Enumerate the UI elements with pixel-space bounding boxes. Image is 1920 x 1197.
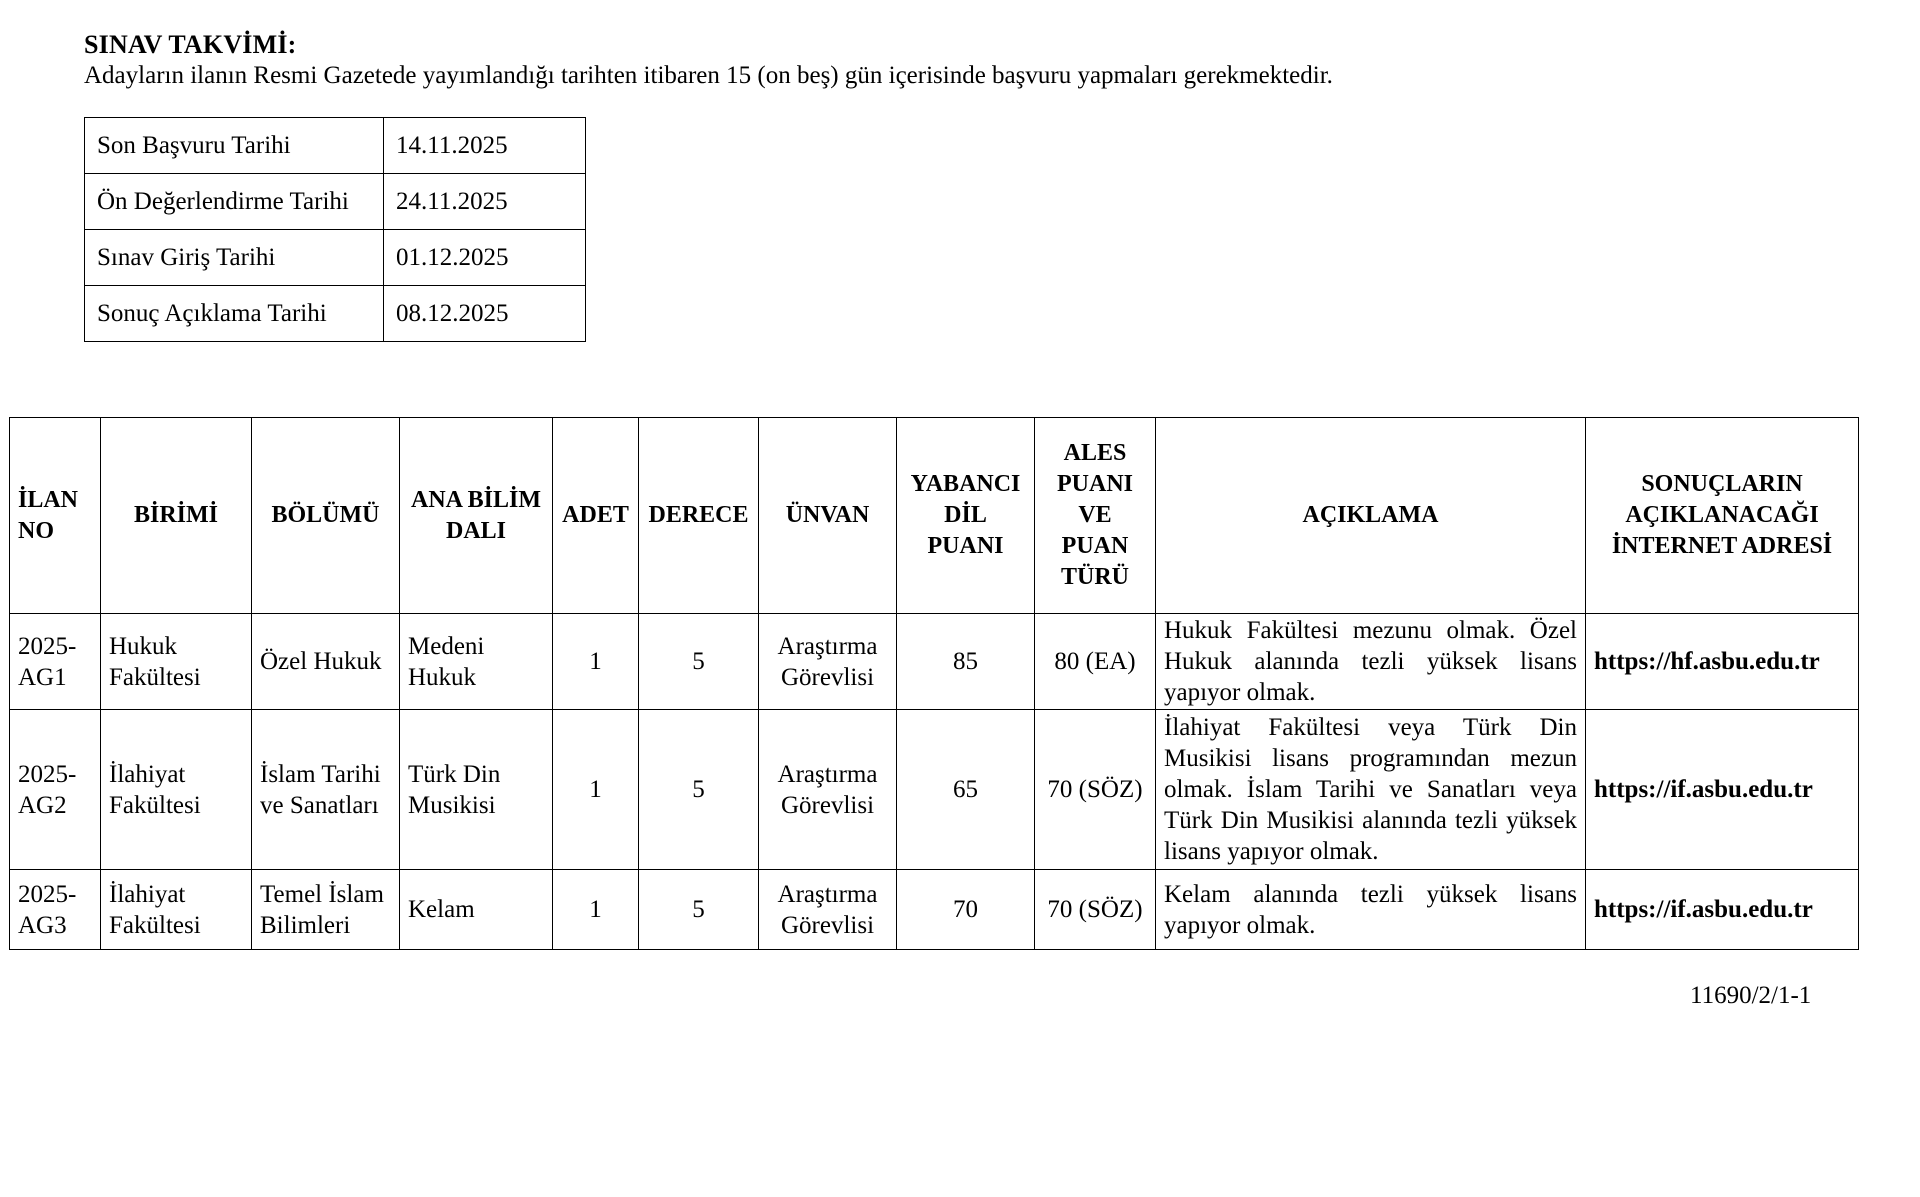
cell-ana-bilim-dali: Medeni Hukuk <box>400 614 553 710</box>
header-adet: ADET <box>553 418 639 614</box>
header-ilan-no: İLAN NO <box>10 418 101 614</box>
schedule-date: 01.12.2025 <box>384 230 586 286</box>
cell-yabanci-dil: 65 <box>897 710 1035 870</box>
cell-ilan-no: 2025-AG1 <box>10 614 101 710</box>
cell-ana-bilim-dali: Türk Din Musikisi <box>400 710 553 870</box>
cell-ales: 70 (SÖZ) <box>1035 710 1156 870</box>
cell-aciklama: Hukuk Fakültesi mezunu olmak. Özel Hukuk alanında tezli yüksek lisans yapıyor olmak. <box>1156 614 1586 710</box>
cell-bolumu: Özel Hukuk <box>252 614 400 710</box>
table-row <box>10 710 1859 870</box>
cell-ales: 80 (EA) <box>1035 614 1156 710</box>
page-title: SINAV TAKVİMİ: <box>84 30 297 59</box>
cell-derece: 5 <box>639 870 759 950</box>
cell-yabanci-dil: 70 <box>897 870 1035 950</box>
cell-birimi: Hukuk Fakültesi <box>101 614 252 710</box>
cell-derece: 5 <box>639 614 759 710</box>
schedule-label: Ön Değerlendirme Tarihi <box>85 174 384 230</box>
cell-url-link[interactable]: https://if.asbu.edu.tr <box>1586 870 1859 950</box>
header-unvan: ÜNVAN <box>759 418 897 614</box>
schedule-row <box>85 118 586 174</box>
header-ana-bilim-dali: ANA BİLİM DALI <box>400 418 553 614</box>
cell-unvan: Araştırma Görevlisi <box>759 870 897 950</box>
table-header-row <box>10 418 1859 614</box>
header-birimi: BİRİMİ <box>101 418 252 614</box>
header-derece: DERECE <box>639 418 759 614</box>
cell-adet: 1 <box>553 710 639 870</box>
schedule-date: 24.11.2025 <box>384 174 586 230</box>
cell-bolumu: İslam Tarihi ve Sanatları <box>252 710 400 870</box>
schedule-table <box>84 117 586 342</box>
header-bolumu: BÖLÜMÜ <box>252 418 400 614</box>
table-row <box>10 614 1859 710</box>
cell-ana-bilim-dali: Kelam <box>400 870 553 950</box>
intro-text: Adayların ilanın Resmi Gazetede yayımlandığı tarihten itibaren 15 (on beş) gün içerisinde başvuru yapmaları gerekmektedir. <box>84 62 1333 89</box>
cell-ilan-no: 2025-AG2 <box>10 710 101 870</box>
schedule-row <box>85 230 586 286</box>
header-yabanci-dil: YABANCI DİL PUANI <box>897 418 1035 614</box>
page-code: 11690/2/1-1 <box>1690 982 1812 1009</box>
cell-yabanci-dil: 85 <box>897 614 1035 710</box>
schedule-date: 08.12.2025 <box>384 286 586 342</box>
cell-adet: 1 <box>553 614 639 710</box>
header-ales: ALES PUANI VE PUAN TÜRÜ <box>1035 418 1156 614</box>
cell-url-link[interactable]: https://if.asbu.edu.tr <box>1586 710 1859 870</box>
cell-birimi: İlahiyat Fakültesi <box>101 870 252 950</box>
cell-unvan: Araştırma Görevlisi <box>759 710 897 870</box>
schedule-label: Sonuç Açıklama Tarihi <box>85 286 384 342</box>
cell-ilan-no: 2025-AG3 <box>10 870 101 950</box>
table-row <box>10 870 1859 950</box>
cell-bolumu: Temel İslam Bilimleri <box>252 870 400 950</box>
header-aciklama: AÇIKLAMA <box>1156 418 1586 614</box>
cell-adet: 1 <box>553 870 639 950</box>
cell-birimi: İlahiyat Fakültesi <box>101 710 252 870</box>
schedule-label: Sınav Giriş Tarihi <box>85 230 384 286</box>
cell-derece: 5 <box>639 710 759 870</box>
positions-table <box>9 417 1859 950</box>
cell-url-link[interactable]: https://hf.asbu.edu.tr <box>1586 614 1859 710</box>
schedule-label: Son Başvuru Tarihi <box>85 118 384 174</box>
schedule-row <box>85 174 586 230</box>
schedule-row <box>85 286 586 342</box>
cell-aciklama: İlahiyat Fakültesi veya Türk Din Musikisi lisans programından mezun olmak. İslam Tarihi ve Sanatları veya Türk Din Musikisi alanında tezli yüksek lisans yapıyor olmak. <box>1156 710 1586 870</box>
cell-ales: 70 (SÖZ) <box>1035 870 1156 950</box>
cell-aciklama: Kelam alanında tezli yüksek lisans yapıyor olmak. <box>1156 870 1586 950</box>
schedule-date: 14.11.2025 <box>384 118 586 174</box>
cell-unvan: Araştırma Görevlisi <box>759 614 897 710</box>
header-sonuc-adresi: SONUÇLARIN AÇIKLANACAĞI İNTERNET ADRESİ <box>1586 418 1859 614</box>
